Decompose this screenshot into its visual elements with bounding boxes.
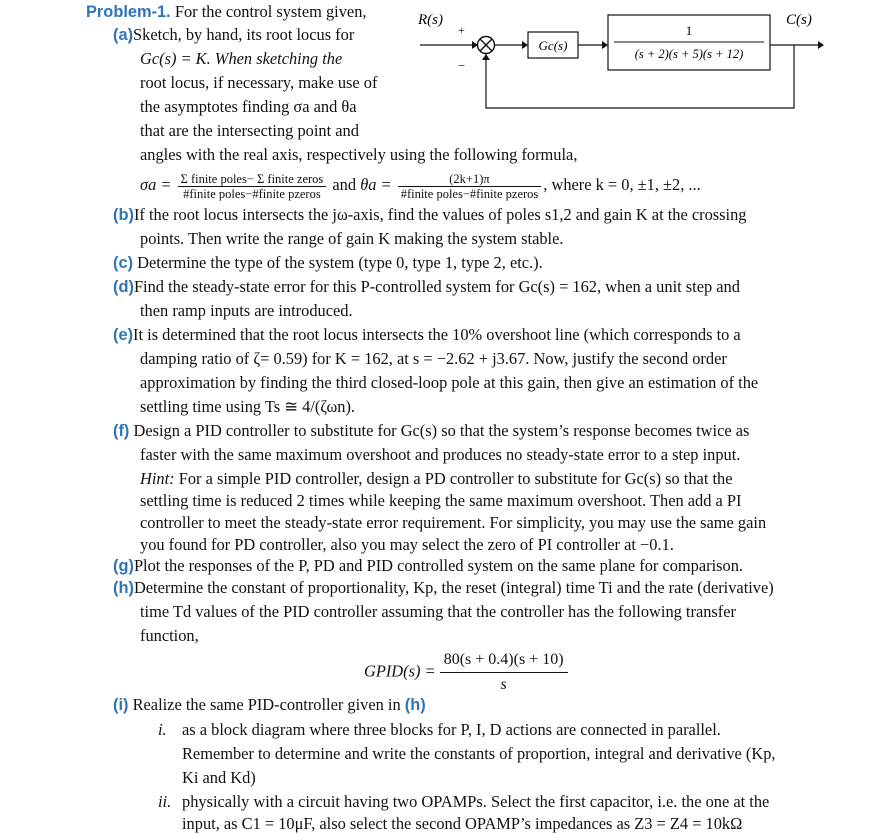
hint-word: Hint: [140,469,175,488]
plant-numerator: 1 [685,23,693,38]
part-a-line-2: Gc(s) = K. When sketching the [140,49,343,68]
problem-title: Problem-1. [86,3,171,21]
sub-ii-label: ii. [158,792,172,811]
part-c-label: (c) [113,254,134,272]
part-d-line-2: then ramp inputs are introduced. [140,301,353,320]
part-e-line-3: approximation by finding the third closed-loop pole at this gain, then give an estimation of the [140,373,759,392]
control-arrowhead [602,41,608,49]
problem-intro: For the control system given, [174,2,367,21]
error-arrowhead [522,41,528,49]
part-f-line-3: Hint: For a simple PID controller, design a PD controller to substitute for Gc(s) so that the [140,469,733,488]
gpid-numerator: 80(s + 0.4)(s + 10) [440,650,568,673]
part-a-label: (a) [113,26,134,44]
input-label: R(s) [418,12,443,28]
part-a-line-4: the asymptotes finding σa and θa [140,97,357,116]
part-f-line-6: you found for PD controller, also you may select the zero of PI controller at −0.1. [140,535,674,554]
part-a-line-3: root locus, if necessary, make use of [140,73,378,92]
plant-denominator: (s + 2)(s + 5)(s + 12) [634,47,744,61]
part-f-line-1: (f) Design a PID controller to substitute for Gc(s) so that the system’s response becomes twice as [113,421,750,440]
part-i-sub-ii-line-2: input, as C1 = 10μF, also select the second OPAMP’s impedances as Z3 = Z4 = 10kΩ [182,814,743,833]
theta-numerator: (2k+1)π [398,172,542,187]
part-b-line-1: (b)If the root locus intersects the jω-axis, find the values of poles s1,2 and gain K at the crossing [113,205,747,224]
part-f-line-5: controller to meet the steady-state error requirement. For simplicity, you may use the same gain [140,513,767,532]
output-arrowhead [818,41,824,49]
part-g-line-1: (g)Plot the responses of the P, PD and PID controlled system on the same plane for comparison. [113,556,744,575]
where-k-text: , where k = 0, ±1, ±2, ... [543,175,701,194]
part-h-line-1: (h)Determine the constant of proportionality, Kp, the reset (integral) time Ti and the rate (derivative) [113,578,774,597]
part-a-line-1: (a)Sketch, by hand, its root locus for [113,25,355,44]
sigma-denominator: #finite poles−#finite pzeros [183,186,321,201]
sigma-fraction [178,172,327,201]
part-f-line-4: settling time is reduced 2 times while keeping the same maximum overshoot. Then add a PI [140,491,742,510]
part-h-label: (h) [113,579,134,597]
part-e-line-2: damping ratio of ζ= 0.59) for K = 162, at s = −2.62 + j3.67. Now, justify the second order [140,349,727,368]
part-c-line-1: (c) Determine the type of the system (type 0, type 1, type 2, etc.). [113,253,543,272]
part-i-sub-ii-line-1: ii. physically with a circuit having two OPAMPs. Select the first capacitor, i.e. the one at the [158,792,770,811]
part-i-sub-i-line-1: i. as a block diagram where three blocks for P, I, D actions are connected in parallel. [158,720,721,739]
part-b-line-2: points. Then write the range of gain K making the system stable. [140,229,564,248]
gpid-denominator: s [500,676,507,693]
part-e-line-4: settling time using Ts ≅ 4/(ζωn). [140,397,356,416]
output-label: C(s) [786,12,812,28]
part-i-sub-i-line-2: Remember to determine and write the constants of proportion, integral and derivative (Kp, [182,744,776,763]
block-diagram [408,0,838,110]
problem-heading [86,2,366,22]
part-e-line-1: (e)It is determined that the root locus intersects the 10% overshoot line (which corresponds to a [113,325,741,344]
part-e-label: (e) [113,326,134,344]
theta-lhs: θa = [360,175,392,194]
controller-label: Gc(s) [538,38,568,53]
sigma-numerator: Σ finite poles− Σ finite zeros [178,172,327,187]
part-d-label: (d) [113,278,134,296]
sigma-lhs: σa = [140,175,172,194]
part-h-line-2: time Td values of the PID controller assuming that the controller has the following transfer [140,602,736,621]
theta-denominator: #finite poles−#finite pzeros [400,186,539,201]
part-a-line-5: that are the intersecting point and [140,121,359,140]
feedback-arrowhead [482,54,490,60]
asymptote-formula [140,170,701,201]
summing-plus-sign: + [458,23,465,37]
sub-i-label: i. [158,720,167,739]
part-i-ref-h: (h) [404,696,426,714]
part-d-line-1: (d)Find the steady-state error for this P-controlled system for Gc(s) = 162, when a unit step and [113,277,740,296]
part-i-sub-i-line-3: Ki and Kd) [182,768,256,787]
summing-minus-sign: − [458,58,466,73]
gpid-lhs: GPID(s) = [364,661,436,681]
part-h-line-3: function, [140,626,199,645]
gpid-fraction [440,650,568,695]
part-g-label: (g) [113,557,134,575]
part-b-label: (b) [113,206,134,224]
part-i-label: (i) [113,696,129,714]
part-f-line-2: faster with the same maximum overshoot and produces no steady-state error to a step input. [140,445,741,464]
part-a-line-6: angles with the real axis, respectively using the following formula, [140,145,578,164]
part-f-label: (f) [113,422,130,440]
theta-fraction [398,172,542,201]
gpid-equation [364,650,568,695]
and-word: and [332,175,357,194]
part-i-line-1: (i) Realize the same PID-controller given in (h) [113,695,426,714]
summing-junction [478,37,495,54]
